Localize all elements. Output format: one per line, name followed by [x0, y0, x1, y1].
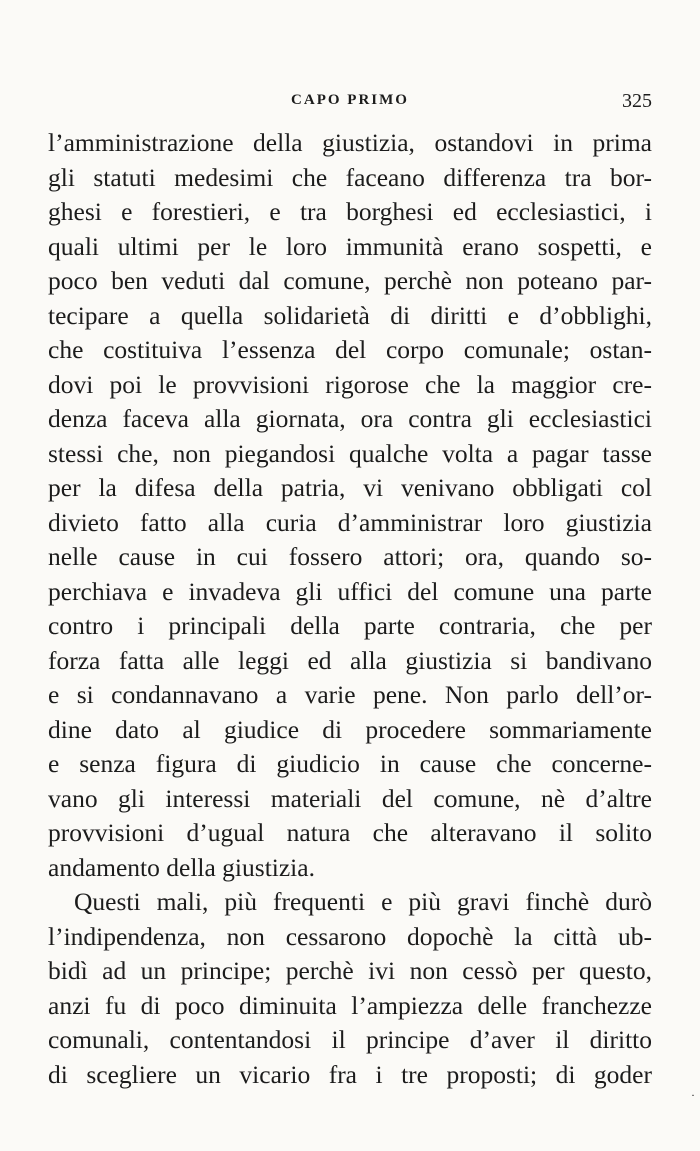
- text-line: che costituiva l’essenza del corpo comunale; ostan-: [48, 335, 652, 364]
- text-line: tecipare a quella solidarietà di diritti e d’obblighi,: [48, 300, 652, 330]
- text-line: per la difesa della patria, vi venivano obbligati col: [48, 473, 652, 502]
- text-line: gli statuti medesimi che faceano differenza tra bor-: [48, 162, 652, 192]
- text-line: l’amministrazione della giustizia, ostandovi in prima: [48, 128, 652, 157]
- text-line: Questi mali, più frequenti e più gravi finchè durò: [74, 887, 652, 916]
- body-text: [48, 126, 652, 1092]
- text-line: andamento della giustizia.: [48, 852, 315, 882]
- text-line: vano gli interessi materiali del comune, nè d’altre: [48, 783, 652, 813]
- text-line: anzi fu di poco diminuita l’ampiezza delle franchezze: [48, 990, 652, 1020]
- text-line: dovi poi le provvisioni rigorose che la maggior cre-: [48, 369, 652, 399]
- text-line: poco ben veduti dal comune, perchè non poteano par-: [48, 266, 652, 295]
- text-line: divieto fatto alla curia d’amministrar loro giustizia: [48, 507, 652, 537]
- text-line: bidì ad un principe; perchè ivi non cessò per questo,: [48, 956, 652, 985]
- text-line: forza fatta alle leggi ed alla giustizia si bandivano: [48, 645, 652, 675]
- paragraph-2: [48, 885, 652, 1092]
- text-line: comunali, contentandosi il principe d’aver il diritto: [48, 1025, 652, 1054]
- text-line: quali ultimi per le loro immunità erano sospetti, e: [48, 231, 652, 261]
- text-line: di scegliere un vicario fra i tre proposti; di goder: [48, 1059, 652, 1089]
- running-head: CAPO PRIMO: [291, 92, 409, 108]
- page-number: 325: [622, 90, 652, 112]
- paragraph-1: [48, 126, 652, 885]
- text-line: contro i principali della parte contraria, che per: [48, 611, 652, 640]
- page-header: [48, 92, 652, 116]
- text-line: stessi che, non piegandosi qualche volta a pagar tasse: [48, 438, 652, 468]
- margin-mark: ·: [691, 1088, 695, 1102]
- text-line: ghesi e forestieri, e tra borghesi ed ecclesiastici, i: [48, 197, 652, 226]
- text-line: l’indipendenza, non cessarono dopochè la città ub-: [48, 921, 652, 951]
- text-line: denza faceva alla giornata, ora contra gli ecclesiastici: [48, 404, 652, 433]
- text-line: e senza figura di giudicio in cause che concerne-: [48, 749, 652, 778]
- text-line: dine dato al giudice di procedere sommariamente: [48, 714, 652, 744]
- text-line: provvisioni d’ugual natura che alteravano il solito: [48, 818, 652, 847]
- text-line: e si condannavano a varie pene. Non parlo dell’or-: [48, 680, 652, 709]
- text-line: perchiava e invadeva gli uffici del comune una parte: [48, 576, 652, 606]
- text-line: nelle cause in cui fossero attori; ora, quando so-: [48, 542, 652, 571]
